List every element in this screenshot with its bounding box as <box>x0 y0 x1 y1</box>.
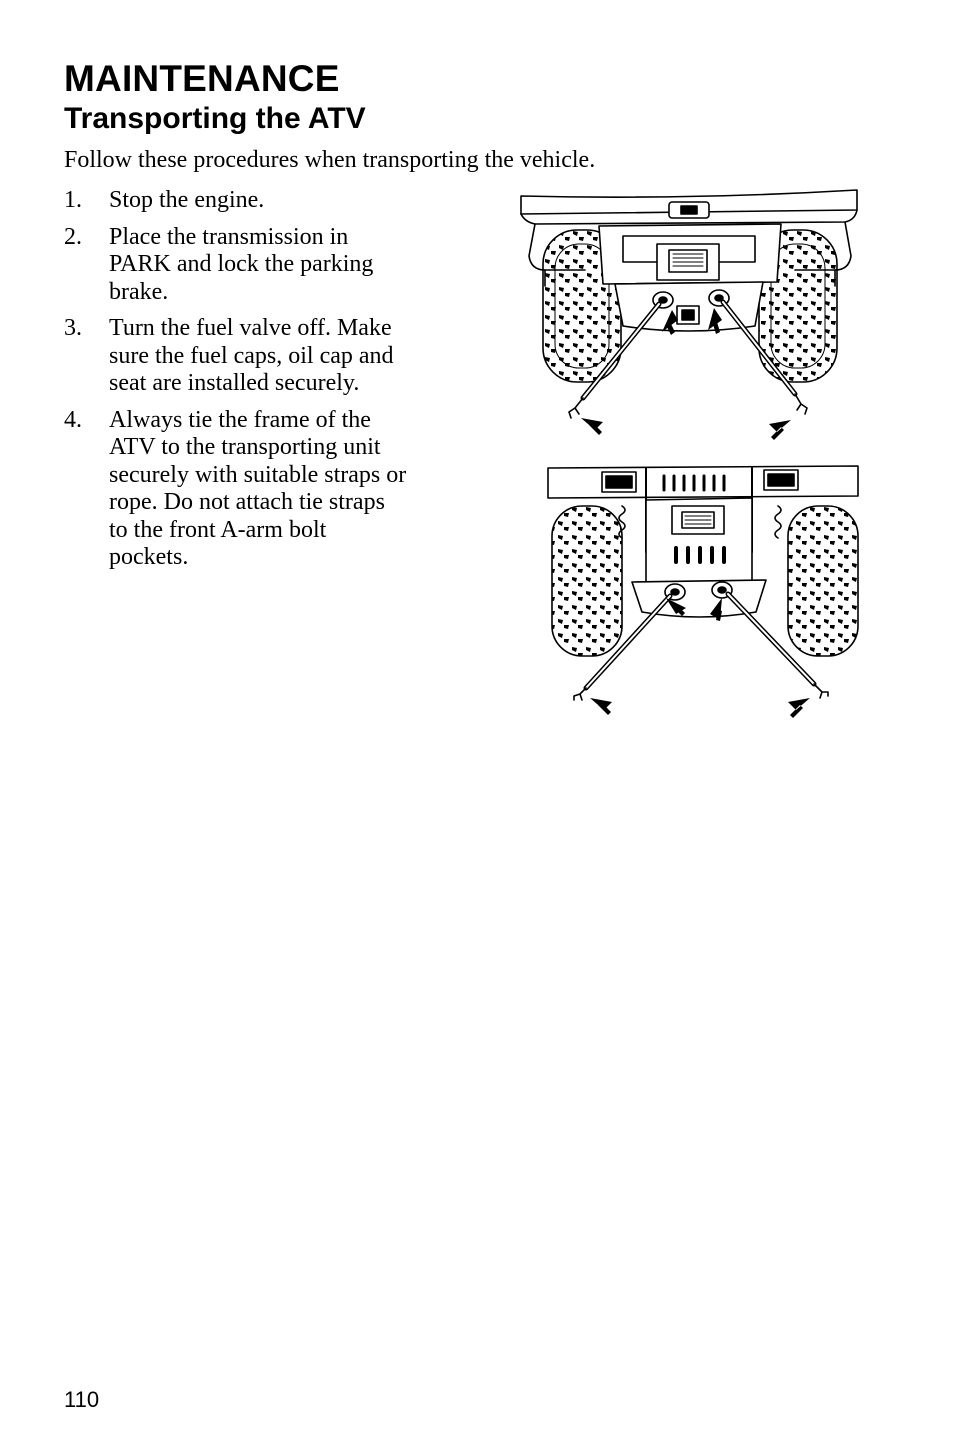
step-number: 1. <box>64 187 82 213</box>
list-item <box>64 187 409 215</box>
intro-paragraph: Follow these procedures when transporting the vehicle. <box>64 147 596 173</box>
step-number: 4. <box>64 406 82 433</box>
atv-front-tie-down-illustration <box>542 462 864 722</box>
step-text: Always tie the frame of the ATV to the transporting unit securely with suitable straps or rope. Do not attach tie straps to the front A-arm bolt pockets. <box>109 406 407 570</box>
step-text: Turn the fuel valve off. Make sure the fuel caps, oil cap and seat are installed securely. <box>109 315 394 396</box>
right-wheel <box>788 506 858 656</box>
step-number: 3. <box>64 315 82 341</box>
procedure-list <box>64 187 409 581</box>
list-item <box>64 315 409 398</box>
step-text: Place the transmission in PARK and lock the parking brake. <box>109 223 374 305</box>
page-number: 110 <box>64 1387 100 1412</box>
list-item <box>64 407 409 572</box>
left-wheel <box>552 506 622 656</box>
step-text: Stop the engine. <box>109 187 265 213</box>
section-title: MAINTENANCE <box>64 58 340 99</box>
page-title: Transporting the ATV <box>64 102 366 135</box>
list-item <box>64 224 409 307</box>
atv-rear-tie-down-illustration <box>515 186 863 444</box>
step-number: 2. <box>64 223 82 250</box>
